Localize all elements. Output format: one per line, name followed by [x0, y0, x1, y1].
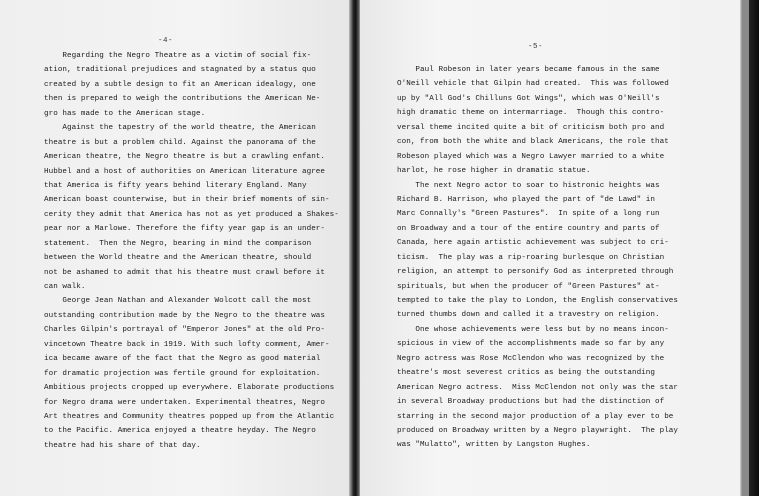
text-line: for Negro drama were undertaken. Experimental theatres, Negro — [44, 398, 326, 407]
page-number: -4- — [158, 37, 174, 45]
text-line: created by a subtle design to fit an American idealogy, one — [44, 80, 316, 89]
text-line: that America is fifty years behind literary England. Many — [44, 181, 307, 190]
text-line: statement. Then the Negro, bearing in mind the comparison — [44, 239, 312, 248]
text-line: theatre had his share of that day. — [44, 441, 201, 450]
text-line: then is prepared to weigh the contributions the American Ne- — [44, 95, 321, 104]
text-line: con, from both the white and black Americans, the role that — [397, 138, 669, 147]
text-line: Hubbel and a host of authorities on American literature agree — [44, 167, 326, 176]
right-page — [360, 0, 740, 496]
text-line: high dramatic theme on intermarriage. Though this contro- — [397, 109, 665, 118]
text-line: harlot, he rose higher in dramatic statue. — [397, 167, 591, 176]
text-line: gro has made to the American stage. — [44, 109, 206, 118]
text-line: ticism. The play was a rip-roaring burlesque on Christian — [397, 253, 665, 262]
page-body-text — [397, 63, 678, 453]
text-line: to the Pacific. America enjoyed a theatre heyday. The Negro — [44, 427, 316, 436]
text-line: theatre is but a problem child. Against the panorama of the — [44, 138, 316, 147]
text-line: can walk. — [44, 283, 86, 291]
text-line: Negro actress was Rose McClendon who was recognized by the — [397, 354, 665, 363]
text-line: Richard B. Harrison, who played the part of "de Lawd" in — [397, 195, 655, 204]
text-line: Canada, here again artistic achievement was subject to cri- — [397, 239, 669, 248]
page-number: -5- — [528, 43, 544, 51]
text-line: not be ashamed to admit that his theatre must crawl before it — [44, 268, 326, 277]
text-line: spirituals, but when the producer of "Green Pastures" at- — [397, 282, 660, 291]
text-line: American Negro actress. Miss McClendon not only was the star — [397, 383, 679, 392]
text-line: American theatre, the Negro theatre is but a crawling enfant. — [44, 153, 326, 162]
text-line: turned thumbs down and called it a travestry on religion. — [397, 311, 660, 320]
text-line: Marc Connally's "Green Pastures". In spite of a long run — [397, 210, 660, 219]
text-line: was "Mulatto", written by Langston Hughes. — [397, 441, 591, 450]
text-line: on Broadway and a tour of the entire country and parts of — [397, 224, 660, 233]
text-line: between the World theatre and the American theatre, should — [44, 254, 312, 263]
text-line: for dramatic projection was fertile ground for exploitation. — [44, 369, 321, 378]
text-line: Ambitious projects cropped up everywhere. Elaborate productions — [44, 384, 335, 393]
text-line: up by "All God's Chilluns Got Wings", which was O'Neill's — [397, 94, 660, 103]
text-line: versal theme incited quite a bit of criticism both pro and — [397, 123, 665, 132]
text-line: pear nor a Marlowe. Therefore the fifty year gap is an under- — [44, 225, 326, 234]
text-line: tempted to take the play to London, the English conservatives — [397, 297, 679, 305]
scan-edge — [740, 0, 759, 496]
text-line: George Jean Nathan and Alexander Wolcott call the most — [44, 297, 312, 306]
text-line: produced on Broadway written by a Negro playwright. The play — [397, 426, 679, 435]
page-body-text — [44, 49, 339, 453]
text-line: starring in the second major production of a play ever to be — [397, 412, 674, 421]
text-line: Against the tapestry of the world theatre, the American — [44, 124, 316, 133]
text-line: Art theatres and Community theatres popped up from the Atlantic — [44, 412, 335, 421]
text-line: outstanding contribution made by the Negro to the theatre was — [44, 311, 326, 320]
text-line: ica became aware of the fact that the Negro as good material — [44, 355, 321, 364]
text-line: Charles Gilpin's portrayal of "Emperor Jones" at the old Pro- — [44, 326, 326, 335]
text-line: American boast counterwise, but in their brief moments of sin- — [44, 196, 330, 205]
text-line: Robeson played which was a Negro Lawyer married to a white — [397, 152, 665, 161]
text-line: vincetown Theatre back in 1919. With such lofty comment, Amer- — [44, 340, 330, 349]
text-line: O'Neill vehicle that Gilpin had created. This was followed — [397, 80, 669, 89]
text-line: in several Broadway productions but had the distinction of — [397, 398, 665, 407]
text-line: spicious in view of the accomplishments made so far by any — [397, 340, 665, 349]
text-line: Paul Robeson in later years became famous in the same — [397, 66, 660, 74]
text-line: One whose achievements were less but by no means incon- — [397, 325, 669, 334]
text-line: cerity they admit that America has not as yet produced a Shakes- — [44, 210, 339, 219]
text-line: The next Negro actor to soar to histronic heights was — [397, 181, 660, 190]
left-page — [0, 0, 352, 496]
text-line: theatre's most severest critics as being the outstanding — [397, 369, 655, 378]
text-line: Regarding the Negro Theatre as a victim of social fix- — [44, 52, 312, 60]
text-line: religion, an attempt to personify God as interpreted through — [397, 268, 674, 277]
text-line: ation, traditional prejudices and stagnated by a status quo — [44, 66, 316, 75]
